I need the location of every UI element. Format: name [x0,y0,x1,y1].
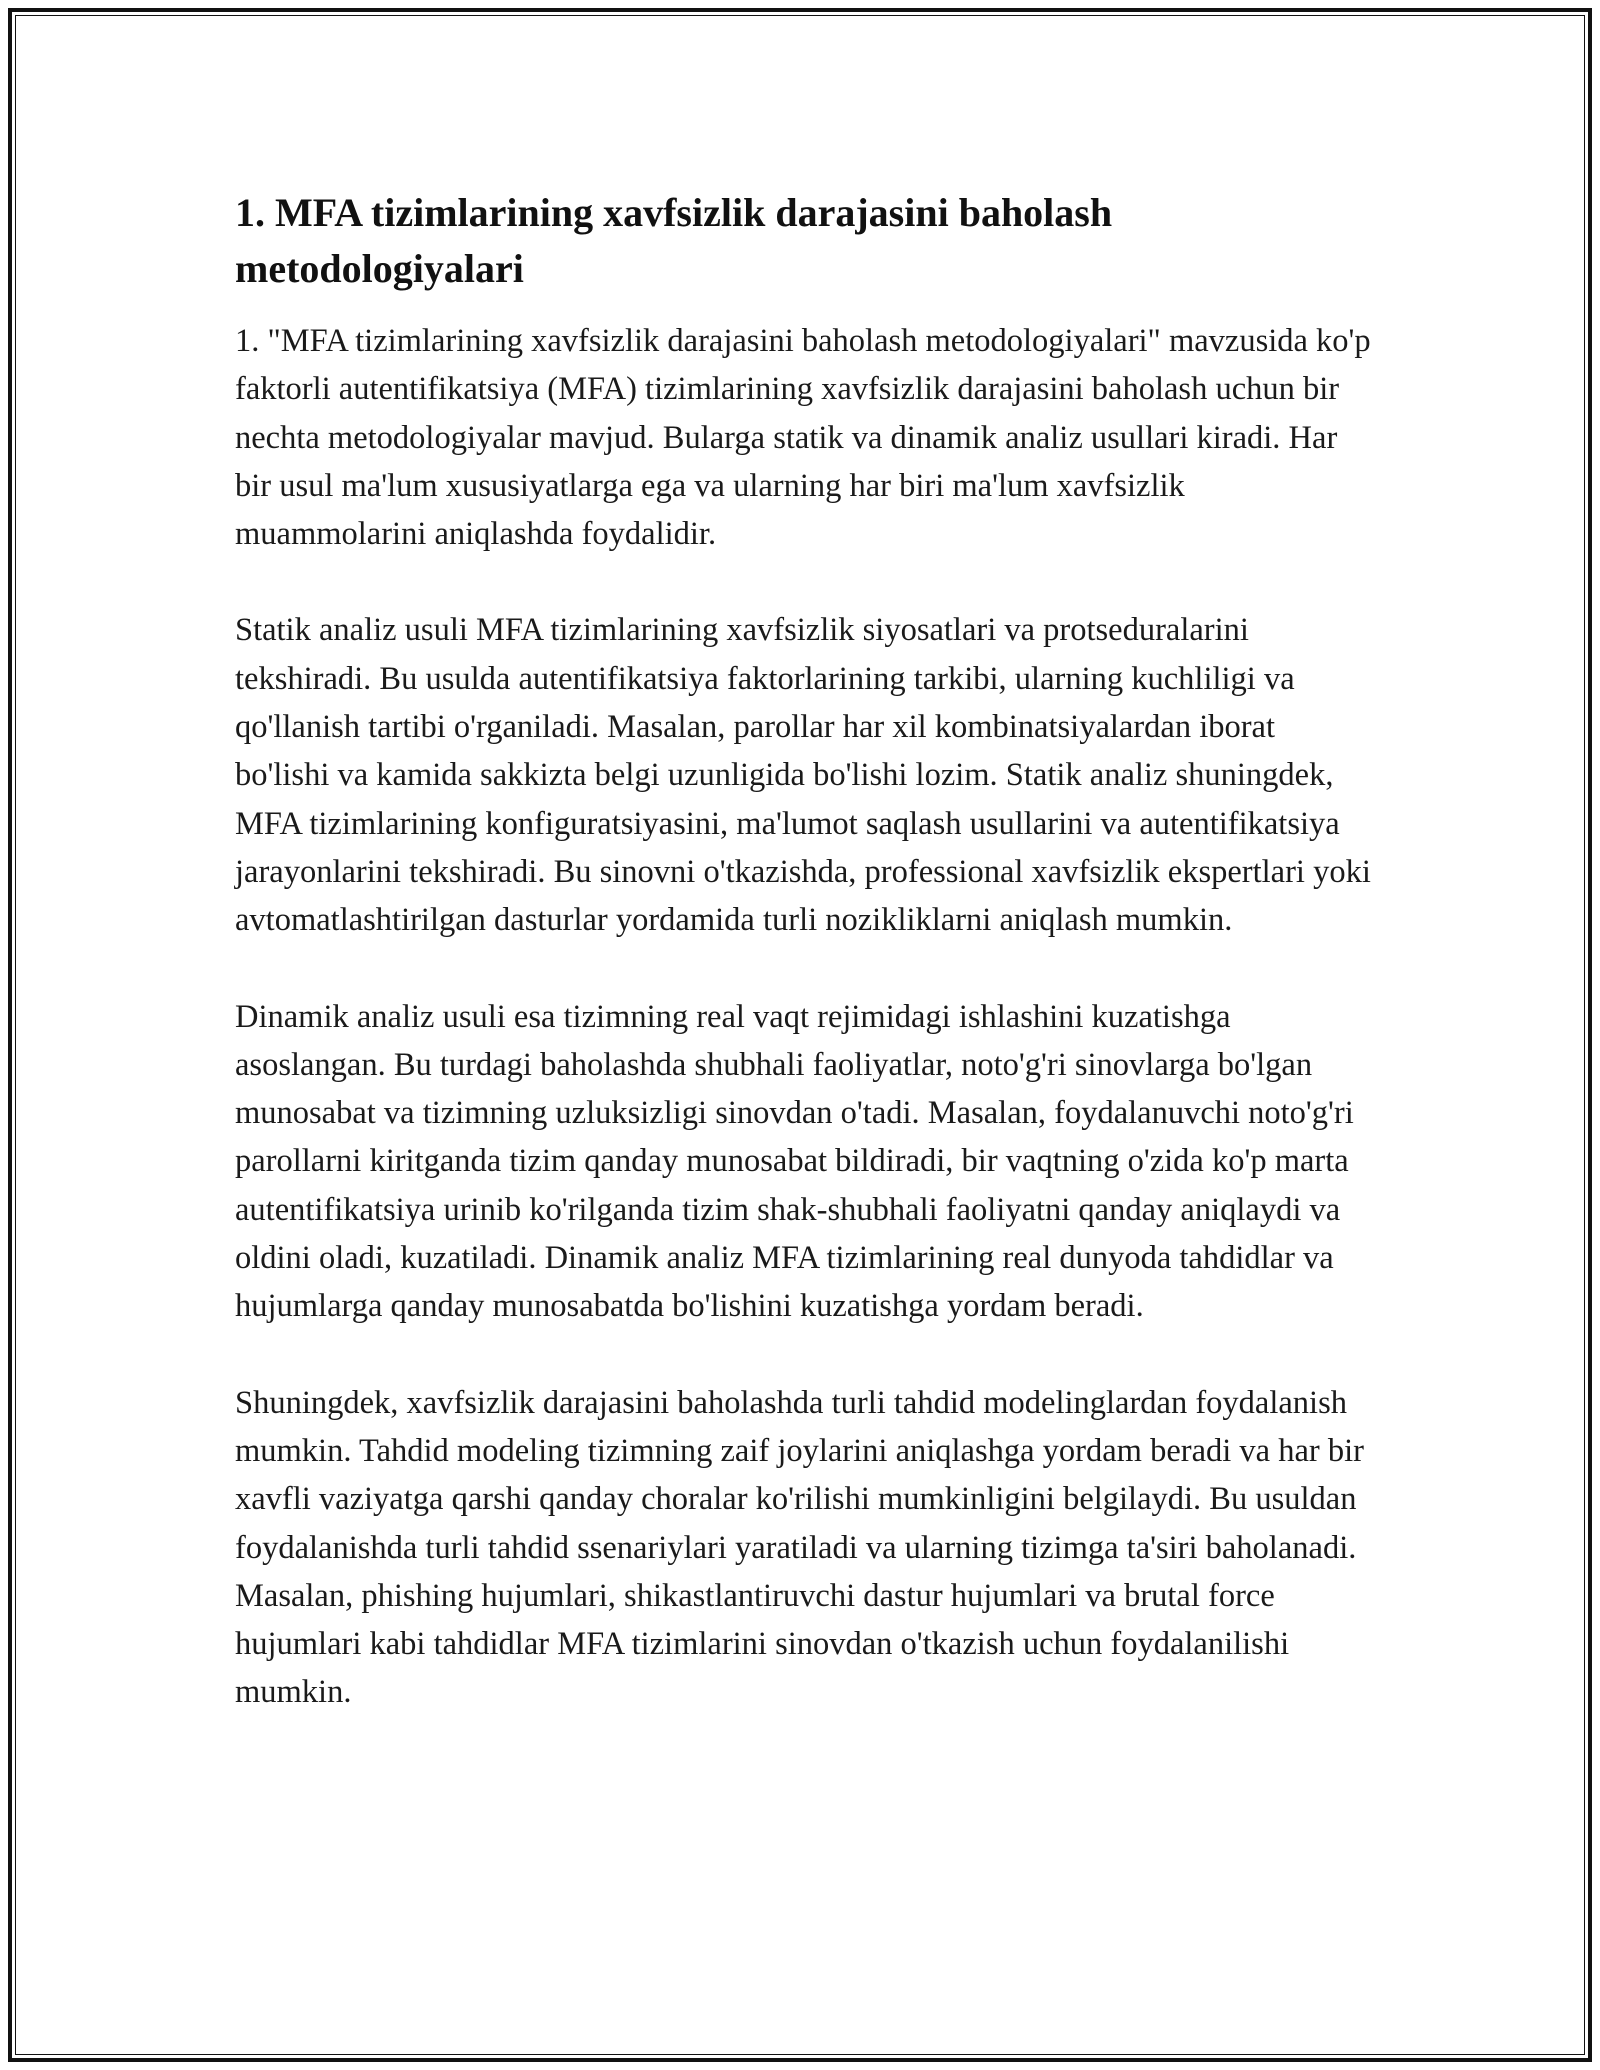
document-body [235,185,1375,1765]
paragraph-static-analysis: Statik analiz usuli MFA tizimlarining xavfsizlik siyosatlari va protseduralarini tekshiradi. Bu usulda autentifikatsiya faktorlarining tarkibi, ularning kuchliligi va qo'llanish tartibi o'rganiladi. Masalan, parollar har xil kombinatsiyalardan iborat bo'lishi va kamida sakkizta belgi uzunligida bo'lishi lozim. Statik analiz shuningdek, MFA tizimlarining konfiguratsiyasini, ma'lumot saqlash usullarini va autentifikatsiya jarayonlarini tekshiradi. Bu sinovni o'tkazishda, professional xavfsizlik ekspertlari yoki avtomatlashtirilgan dasturlar yordamida turli nozikliklarni aniqlash mumkin. [235,612,1371,939]
paragraph-intro: 1. "MFA tizimlarining xavfsizlik darajasini baholash metodologiyalari" mavzusida ko'p faktorli autentifikatsiya (MFA) tizimlarining xavfsizlik darajasini baholash uchun bir nechta metodologiyalar mavjud. Bularga statik va dinamik analiz usullari kiradi. Har bir usul ma'lum xususiyatlarga ega va ularning har biri ma'lum xavfsizlik muammolarini aniqlashda foydalidir. [235,323,1371,553]
paragraph-dynamic-analysis: Dinamik analiz usuli esa tizimning real vaqt rejimidagi ishlashini kuzatishga asoslangan. Bu turdagi baholashda shubhali faoliyatlar, noto'g'ri sinovlarga bo'lgan munosabat va tizimning uzluksizligi sinovdan o'tadi. Masalan, foydalanuvchi noto'g'ri parollarni kiritganda tizim qanday munosabat bildiradi, bir vaqtning o'zida ko'p marta autentifikatsiya urinib ko'rilganda tizim shak-shubhali faoliyatni qanday aniqlaydi va oldini oladi, kuzatiladi. Dinamik analiz MFA tizimlarining real dunyoda tahdidlar va hujumlarga qanday munosabatda bo'lishini kuzatishga yordam beradi. [235,998,1354,1325]
paragraph-threat-modeling: Shuningdek, xavfsizlik darajasini baholashda turli tahdid modelinglardan foydalanish mumkin. Tahdid modeling tizimning zaif joylarini aniqlashga yordam beradi va har bir xavfli vaziyatga qarshi qanday choralar ko'rilishi mumkinligini belgilaydi. Bu usuldan foydalanishda turli tahdid ssenariylari yaratiladi va ularning tizimga ta'siri baholanadi. Masalan, phishing hujumlari, shikastlantiruvchi dastur hujumlari va brutal force hujumlari kabi tahdidlar MFA tizimlarini sinovdan o'tkazish uchun foydalanilishi mumkin. [235,1384,1364,1711]
document-title: 1. MFA tizimlarining xavfsizlik darajasini baholash metodologiyalari [235,190,1113,291]
